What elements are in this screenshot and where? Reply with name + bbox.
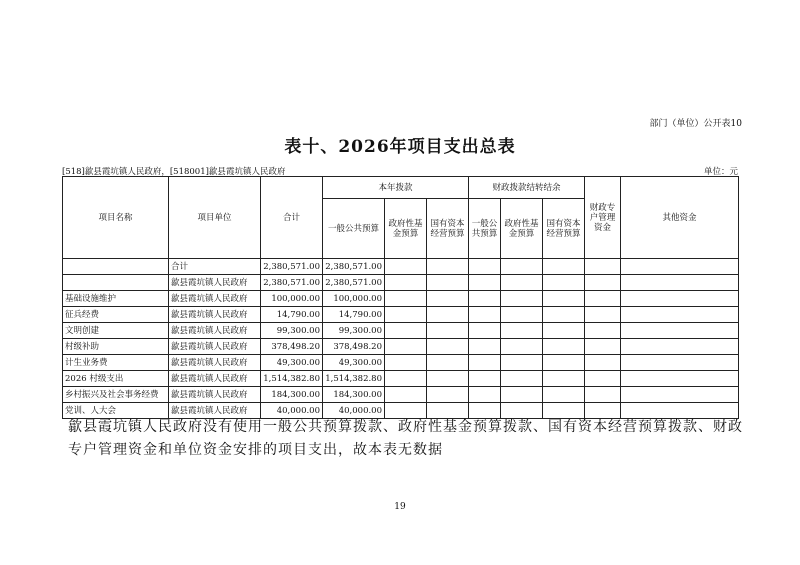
page-number: 19 bbox=[394, 502, 406, 512]
cell-empty bbox=[427, 355, 469, 371]
cell-project-unit: 合计 bbox=[169, 259, 261, 275]
cell-empty bbox=[427, 275, 469, 291]
unit-label: 单位：元 bbox=[703, 167, 738, 177]
cell-general-budget: 100,000.00 bbox=[323, 291, 385, 307]
cell-project-unit: 歙县霞坑镇人民政府 bbox=[169, 323, 261, 339]
cell-empty bbox=[385, 307, 427, 323]
cell-empty bbox=[469, 259, 501, 275]
cell-empty bbox=[385, 371, 427, 387]
cell-empty bbox=[385, 339, 427, 355]
cell-empty bbox=[501, 323, 543, 339]
cell-project-unit: 歙县霞坑镇人民政府 bbox=[169, 403, 261, 419]
cell-empty bbox=[501, 259, 543, 275]
cell-general-budget: 14,790.00 bbox=[323, 307, 385, 323]
cell-empty bbox=[427, 323, 469, 339]
cell-empty bbox=[469, 275, 501, 291]
cell-project-unit: 歙县霞坑镇人民政府 bbox=[169, 291, 261, 307]
col-carryover-general: 一般公共预算 bbox=[469, 199, 501, 259]
cell-empty bbox=[469, 355, 501, 371]
cell-empty bbox=[501, 371, 543, 387]
table-row bbox=[63, 323, 739, 339]
cell-total: 99,300.00 bbox=[261, 323, 323, 339]
cell-empty bbox=[385, 275, 427, 291]
cell-project-name: 村级补助 bbox=[63, 339, 169, 355]
cell-empty bbox=[585, 259, 621, 275]
col-project-name: 项目名称 bbox=[63, 177, 169, 259]
cell-empty bbox=[621, 275, 739, 291]
col-total: 合计 bbox=[261, 177, 323, 259]
cell-empty bbox=[543, 371, 585, 387]
cell-general-budget: 99,300.00 bbox=[323, 323, 385, 339]
no-data-note: 歙县霞坑镇人民政府没有使用一般公共预算拨款、政府性基金预算拨款、国有资本经营预算拨款、财政专户管理资金和单位资金安排的项目支出，故本表无数据 bbox=[68, 419, 743, 458]
cell-general-budget: 2,380,571.00 bbox=[323, 259, 385, 275]
cell-empty bbox=[585, 355, 621, 371]
cell-project-name: 计生业务费 bbox=[63, 355, 169, 371]
cell-empty bbox=[427, 291, 469, 307]
cell-total: 184,300.00 bbox=[261, 387, 323, 403]
cell-empty bbox=[385, 355, 427, 371]
cell-general-budget: 2,380,571.00 bbox=[323, 275, 385, 291]
cell-total: 2,380,571.00 bbox=[261, 259, 323, 275]
cell-empty bbox=[585, 307, 621, 323]
cell-empty bbox=[385, 259, 427, 275]
form-id: 部门（单位）公开表10 bbox=[649, 119, 742, 129]
cell-project-name: 党训、人大会 bbox=[63, 403, 169, 419]
cell-empty bbox=[385, 323, 427, 339]
cell-empty bbox=[385, 387, 427, 403]
cell-empty bbox=[543, 259, 585, 275]
cell-total: 40,000.00 bbox=[261, 403, 323, 419]
col-group-current: 本年拨款 bbox=[323, 177, 469, 199]
cell-project-unit: 歙县霞坑镇人民政府 bbox=[169, 387, 261, 403]
cell-project-name bbox=[63, 275, 169, 291]
table-row bbox=[63, 275, 739, 291]
cell-empty bbox=[585, 339, 621, 355]
cell-general-budget: 1,514,382.80 bbox=[323, 371, 385, 387]
project-expense-table bbox=[62, 176, 739, 419]
cell-empty bbox=[621, 387, 739, 403]
cell-project-unit: 歙县霞坑镇人民政府 bbox=[169, 355, 261, 371]
cell-empty bbox=[385, 291, 427, 307]
col-general-budget: 一般公共预算 bbox=[323, 199, 385, 259]
col-carryover-gov-fund: 政府性基金预算 bbox=[501, 199, 543, 259]
table-row bbox=[63, 371, 739, 387]
cell-empty bbox=[501, 339, 543, 355]
col-group-carryover: 财政拨款结转结余 bbox=[469, 177, 585, 199]
cell-empty bbox=[469, 371, 501, 387]
col-gov-fund: 政府性基金预算 bbox=[385, 199, 427, 259]
cell-empty bbox=[585, 371, 621, 387]
cell-project-unit: 歙县霞坑镇人民政府 bbox=[169, 371, 261, 387]
cell-project-name: 乡村振兴及社会事务经费 bbox=[63, 387, 169, 403]
cell-general-budget: 49,300.00 bbox=[323, 355, 385, 371]
cell-empty bbox=[501, 355, 543, 371]
cell-total: 378,498.20 bbox=[261, 339, 323, 355]
col-soe-budget: 国有资本经营预算 bbox=[427, 199, 469, 259]
cell-empty bbox=[427, 259, 469, 275]
cell-empty bbox=[543, 355, 585, 371]
cell-empty bbox=[585, 387, 621, 403]
cell-empty bbox=[585, 323, 621, 339]
cell-total: 2,380,571.00 bbox=[261, 275, 323, 291]
cell-empty bbox=[543, 323, 585, 339]
cell-empty bbox=[621, 307, 739, 323]
cell-project-name: 基础设施维护 bbox=[63, 291, 169, 307]
cell-total: 49,300.00 bbox=[261, 355, 323, 371]
cell-empty bbox=[427, 339, 469, 355]
cell-empty bbox=[621, 323, 739, 339]
cell-empty bbox=[585, 291, 621, 307]
cell-empty bbox=[501, 307, 543, 323]
table-row bbox=[63, 259, 739, 275]
cell-general-budget: 40,000.00 bbox=[323, 403, 385, 419]
cell-empty bbox=[543, 291, 585, 307]
cell-empty bbox=[621, 371, 739, 387]
cell-empty bbox=[427, 387, 469, 403]
cell-project-name: 文明创建 bbox=[63, 323, 169, 339]
cell-empty bbox=[469, 387, 501, 403]
cell-project-name: 2026 村级支出 bbox=[63, 371, 169, 387]
table-row bbox=[63, 355, 739, 371]
table-row bbox=[63, 339, 739, 355]
cell-empty bbox=[543, 339, 585, 355]
cell-empty bbox=[469, 307, 501, 323]
cell-project-unit: 歙县霞坑镇人民政府 bbox=[169, 339, 261, 355]
cell-total: 14,790.00 bbox=[261, 307, 323, 323]
cell-empty bbox=[501, 291, 543, 307]
cell-empty bbox=[469, 339, 501, 355]
cell-general-budget: 184,300.00 bbox=[323, 387, 385, 403]
cell-project-name bbox=[63, 259, 169, 275]
cell-empty bbox=[427, 371, 469, 387]
cell-empty bbox=[543, 275, 585, 291]
cell-empty bbox=[501, 275, 543, 291]
table-row bbox=[63, 291, 739, 307]
cell-general-budget: 378,498.20 bbox=[323, 339, 385, 355]
cell-empty bbox=[427, 307, 469, 323]
cell-empty bbox=[543, 307, 585, 323]
col-other-funds: 其他资金 bbox=[621, 177, 739, 259]
table-row bbox=[63, 387, 739, 403]
col-carryover-soe: 国有资本经营预算 bbox=[543, 199, 585, 259]
cell-empty bbox=[543, 387, 585, 403]
cell-empty bbox=[585, 275, 621, 291]
table-row bbox=[63, 307, 739, 323]
cell-project-unit: 歙县霞坑镇人民政府 bbox=[169, 275, 261, 291]
cell-total: 100,000.00 bbox=[261, 291, 323, 307]
cell-empty bbox=[621, 259, 739, 275]
col-project-unit: 项目单位 bbox=[169, 177, 261, 259]
cell-project-name: 征兵经费 bbox=[63, 307, 169, 323]
cell-empty bbox=[621, 291, 739, 307]
page-title: 表十、2026年项目支出总表 bbox=[284, 137, 516, 157]
cell-empty bbox=[469, 291, 501, 307]
col-special-account: 财政专户管理资金 bbox=[585, 177, 621, 259]
cell-total: 1,514,382.80 bbox=[261, 371, 323, 387]
cell-project-unit: 歙县霞坑镇人民政府 bbox=[169, 307, 261, 323]
org-label: [518]歙县霞坑镇人民政府，[518001]歙县霞坑镇人民政府 bbox=[62, 167, 286, 177]
cell-empty bbox=[501, 387, 543, 403]
cell-empty bbox=[621, 339, 739, 355]
cell-empty bbox=[621, 355, 739, 371]
cell-empty bbox=[469, 323, 501, 339]
